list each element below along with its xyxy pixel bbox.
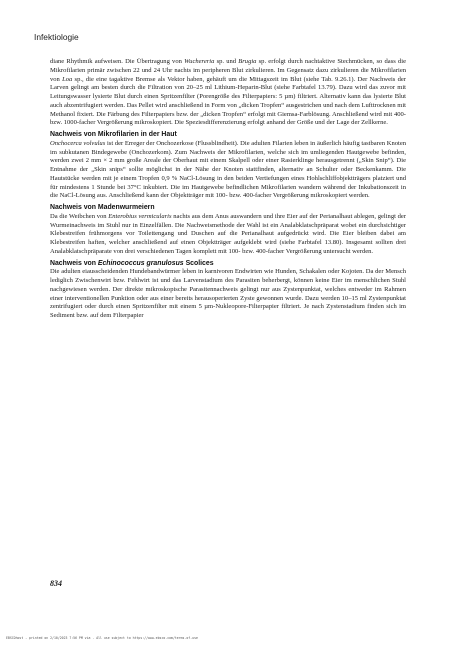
text-run: Nachweis von Madenwurmeiern — [50, 204, 155, 212]
running-header: Infektiologie — [34, 32, 79, 42]
heading-microfilariae-skin — [50, 130, 406, 139]
text-run: sp. und — [214, 58, 239, 65]
paragraph-echinococcus-scolices — [50, 268, 406, 321]
italic-term: Enterobius vermicularis — [108, 212, 172, 220]
paragraph-microfilariae-skin — [50, 140, 406, 201]
text-run: sp., die eine tagaktive Bremse als Vektor haben, gehäuft um die Mittagszeit im Blut (siehe Tab. 9.26.1). Der Nachweis der Larven gelingt am besten durch die Filtration von 20–25 ml Lithium-Heparin-Blut (siehe Farbtafel 13.79). Dazu wird das zuvor mit Leitungswasser lysierte Blut durch einen Spritzenfilter (Porengröße des Filterpapiers: 5 µm) filtriert. Alternativ kann das lysierte Blut auch abzentrifugiert werden. Das Pellet wird anschließend in Form von „dicken Tropfen“ ausgestrichen und nach dem Lufttrocknen mit Methanol fixiert. Die Färbung des Filterpapiers bzw. der „dicken Tropfen“ erfolgt mit Giemsa-Farblösung. Anschließend wird mit 400- bzw. 1000-facher Vergrößerung mikroskopiert. Die Speziesdifferenzierung erfolgt anhand der Größe und der Lage der Zellkerne. — [50, 75, 406, 127]
italic-term: Loa — [62, 75, 73, 83]
italic-term: Onchocerca volvulus — [50, 139, 106, 147]
text-run: Die adulten eiausscheidenden Hundebandwürmer leben in karnivoren Endwirten wie Hunden, Schakalen oder Kojoten. Da der Mensch lediglich Zwischenwirt bzw. Fehlwirt ist und das Larvenstadium des Parasiten beherbergt, können keine Eier im menschlichen Stuhl nachgewiesen werden. Der direkte mikroskopische Parasitennachweis gelingt nur aus Zystenpunktat, welches entweder im Rahmen einer interventionellen Punktion oder aus einer bereits herausoperierten Zyste gewonnen wurde. Dazu werden 10–15 ml Zystenpunktat zentrifugiert oder durch einen Spritzenfilter mit einem 5 µm-Nukleopore-Filterpapier filtriert. Je nach Zystenstadium finden sich im Sediment bzw. auf dem Filterpapier — [50, 268, 406, 320]
page-body — [50, 58, 406, 321]
italic-term: Wuchereria — [184, 58, 215, 65]
italic-term: Echinococcus granulosus — [97, 259, 184, 267]
text-run: sp. erfolgt durch nachtaktive Stechmücken, so dass die Mikrofilarien primär zwischen 22 und 24 Uhr nachts im peripheren Blut zirkulieren. Im Gegensatz dazu zirkulieren die Mikrofilarien von — [50, 58, 406, 83]
italic-term: Brugia — [238, 58, 257, 65]
paragraph-microfilariae-blood — [50, 58, 406, 128]
text-run: Da die Weibchen von — [50, 212, 109, 220]
paragraph-pinworm-eggs — [50, 213, 406, 257]
heading-echinococcus-scolices — [50, 259, 406, 268]
text-run: ist der Erreger der Onchozerkose (Flussblindheit). Die adulten Filarien leben in äußerlich häufig tastbaren Knoten im subkutanen Bindegewebe (Onchozerkom). Zum Nachweis der Mikrofilarien, welche sich im umliegenden Hautgewebe befinden, werden zwei 2 mm × 2 mm große Areale der Oberhaut mit einem Skalpell oder einer Rasierklinge herausgetrennt („Skin Snip“). Die Entnahme der „Skin snips“ sollte möglichst in der Nähe der Knoten stattfinden, alternativ an Schulter oder Beckenkamm. Die Hautstücke werden mit je einem Tropfen 0,9 % NaCl-Lösung in den beiden Vertiefungen eines Hohlschliffobjektträgers platziert und für mindestens 1 Stunde bei 37°C inkubiert. Die im Hautgewebe befindlichen Mikrofilarien wandern während der Inkubationszeit in die NaCl-Lösung aus. Anschließend kann der Objektträger mit 100- bzw. 400-facher Vergrößerung mikroskopiert werden. — [50, 139, 406, 200]
text-run: nachts aus dem Anus auswandern und ihre Eier auf der Perianalhaut ablegen, gelingt der Wurmeinachweis im Stuhl nur in Einzelfällen. Die Nachweismethode der Wahl ist ein Analabklatschpräparat wobei ein durchsichtiger Klebestreifen frühmorgens vor Toilettengang und Duschen auf die Perianalhaut aufgedrückt wird. Die Eier bleiben dabei am Klebestreifen haften, welcher anschließend auf einen Objektträger aufgeklebt wird (siehe Farbtafel 13.80). Insgesamt sollten drei Analabklatschpräparate von drei verschiedenen Tagen komplett mit 100- bzw. 400-facher Vergrößerung untersucht werden. — [50, 212, 407, 255]
page-number: 834 — [50, 579, 62, 588]
heading-pinworm-eggs — [50, 203, 406, 212]
text-run: Scolices — [183, 259, 214, 267]
text-run: Nachweis von Mikrofilarien in der Haut — [50, 131, 177, 139]
footer-copyright-notice: EBSCOhost - printed on 2/10/2023 7:56 PM via . All use subject to https://www.ebsco.com/terms-of-use — [6, 636, 198, 640]
text-run: diane Rhythmik aufweisen. Die Übertragung von — [50, 58, 185, 65]
text-run: Nachweis von — [50, 259, 98, 267]
